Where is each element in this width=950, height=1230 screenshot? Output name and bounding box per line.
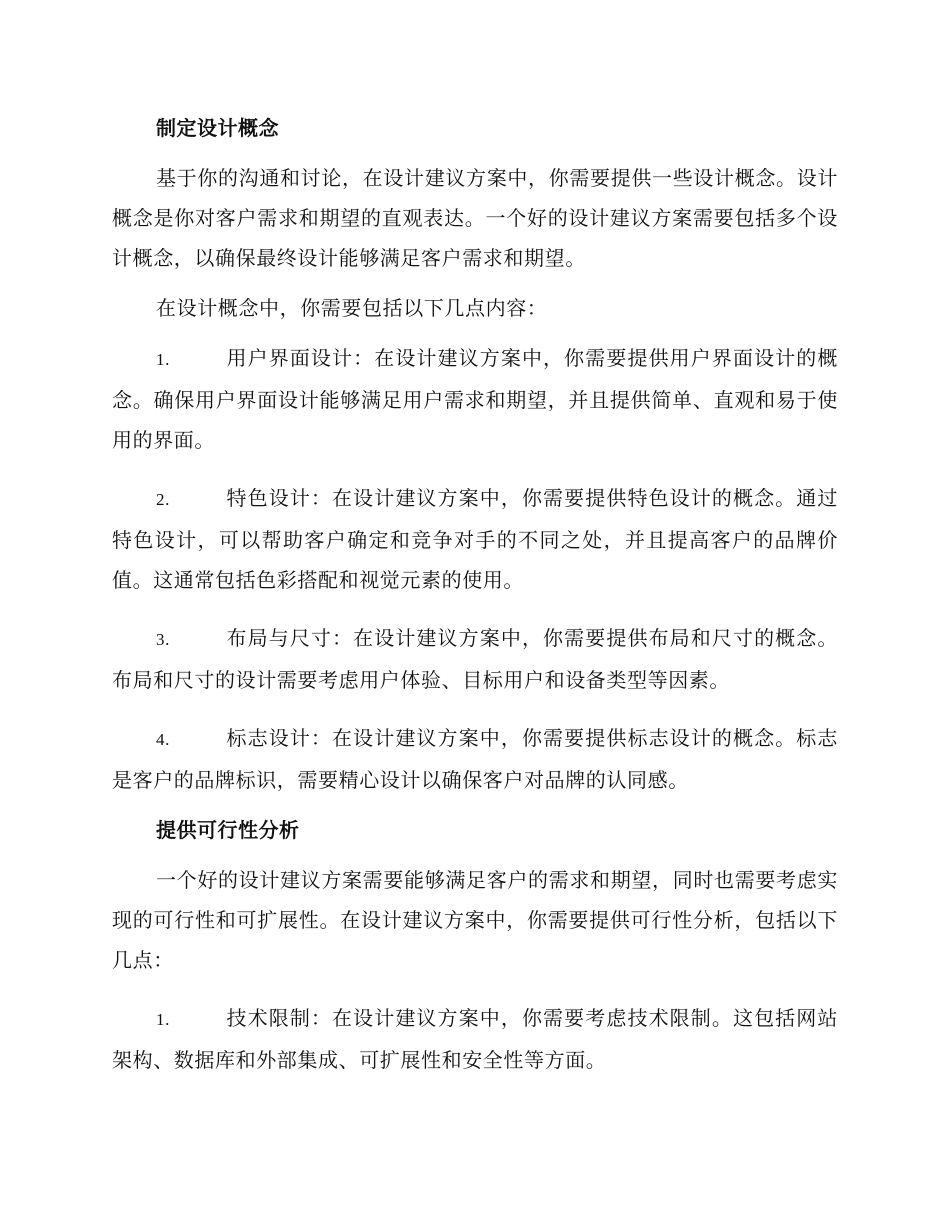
list-item-number: 4. [156,730,170,749]
list-item-text: 标志设计：在设计建议方案中，你需要提供标志设计的概念。标志是客户的品牌标识，需要精心设计以确保客户对品牌的认同感。 [112,726,838,792]
list-item-number: 1. [156,1010,170,1029]
list-item [112,478,838,600]
document-body [112,108,838,1080]
list-item [112,618,838,700]
paragraph-design-concept-intro: 基于你的沟通和讨论，在设计建议方案中，你需要提供一些设计概念。设计概念是你对客户需求和期望的直观表达。一个好的设计建议方案需要包括多个设计概念，以确保最终设计能够满足客户需求和期望。 [112,166,838,270]
list-item [112,998,838,1080]
list-item [112,718,838,800]
list-item-number: 3. [156,630,170,649]
list-item-number: 1. [156,350,170,369]
section-heading-feasibility: 提供可行性分析 [156,818,300,842]
section-heading-design-concept: 制定设计概念 [156,116,279,140]
paragraph-feasibility-intro: 一个好的设计建议方案需要能够满足客户的需求和期望，同时也需要考虑实现的可行性和可扩展性。在设计建议方案中，你需要提供可行性分析，包括以下几点： [112,868,838,972]
list-item [112,338,838,460]
list-item-text: 特色设计：在设计建议方案中，你需要提供特色设计的概念。通过特色设计，可以帮助客户确定和竞争对手的不同之处，并且提高客户的品牌价值。这通常包括色彩搭配和视觉元素的使用。 [112,486,838,592]
paragraph-design-concept-lead: 在设计概念中，你需要包括以下几点内容： [156,296,548,320]
list-item-text: 技术限制：在设计建议方案中，你需要考虑技术限制。这包括网站架构、数据库和外部集成、可扩展性和安全性等方面。 [112,1006,838,1072]
list-item-number: 2. [156,490,170,509]
list-item-text: 布局与尺寸：在设计建议方案中，你需要提供布局和尺寸的概念。布局和尺寸的设计需要考虑用户体验、目标用户和设备类型等因素。 [112,626,838,692]
list-item-text: 用户界面设计：在设计建议方案中，你需要提供用户界面设计的概念。确保用户界面设计能够满足用户需求和期望，并且提供简单、直观和易于使用的界面。 [112,346,838,452]
